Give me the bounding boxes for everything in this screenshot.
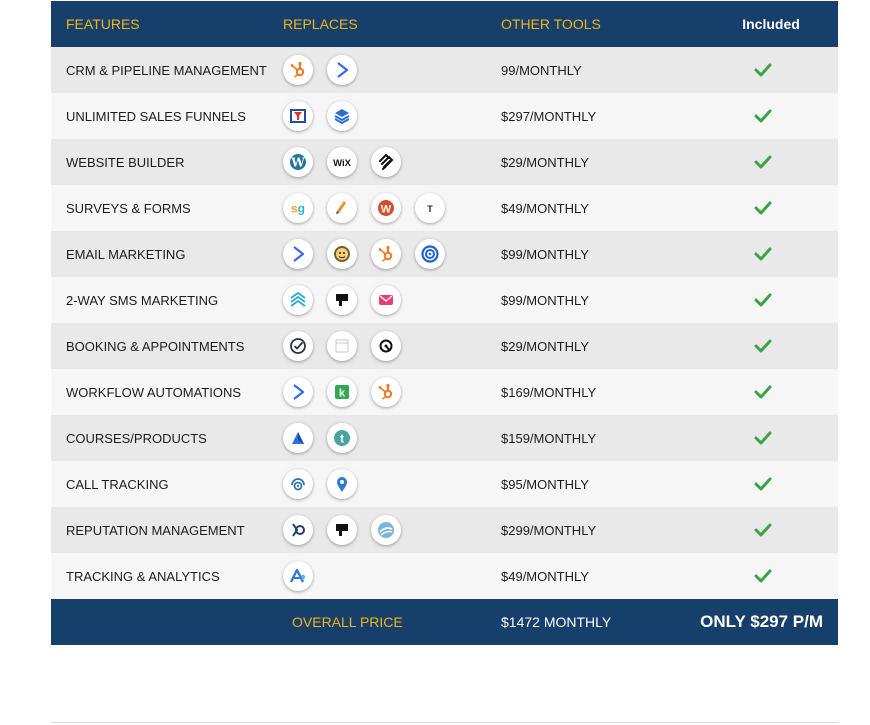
location-pin-icon <box>327 469 357 499</box>
keap-icon <box>327 377 357 407</box>
other-tools-price: $49/MONTHLY <box>501 568 589 584</box>
table-row <box>51 369 838 415</box>
feature-label: REPUTATION MANAGEMENT <box>66 522 245 538</box>
constant-contact-icon <box>415 239 445 269</box>
replaced-tools <box>283 323 493 369</box>
table-row <box>51 277 838 323</box>
table-row <box>51 461 838 507</box>
replaced-tools <box>283 93 493 139</box>
table-row <box>51 231 838 277</box>
check-icon <box>731 461 795 507</box>
feature-label: WEBSITE BUILDER <box>66 154 185 170</box>
other-tools-price: $99/MONTHLY <box>501 292 589 308</box>
acuity-icon <box>371 331 401 361</box>
check-icon <box>731 277 795 323</box>
check-icon <box>731 231 795 277</box>
other-tools-price: 99/MONTHLY <box>501 62 582 78</box>
textmagic-icon <box>371 285 401 315</box>
check-icon <box>731 507 795 553</box>
header-included: Included <box>742 16 800 32</box>
podium-icon <box>327 515 357 545</box>
table-footer <box>51 599 838 645</box>
offer-price: ONLY $297 P/M <box>700 612 823 631</box>
overall-price-label: OVERALL PRICE <box>292 614 403 630</box>
other-tools-price: $159/MONTHLY <box>501 430 597 446</box>
other-tools-price: $29/MONTHLY <box>501 154 589 170</box>
typeform-icon <box>415 193 445 223</box>
wordpress-icon <box>283 147 313 177</box>
svg-text:sg: sg <box>290 201 306 216</box>
other-tools-price: $169/MONTHLY <box>501 384 597 400</box>
wufoo-icon <box>371 193 401 223</box>
replaced-tools <box>283 47 493 93</box>
other-tools-price: $99/MONTHLY <box>501 246 589 262</box>
check-icon <box>731 47 795 93</box>
check-icon <box>731 139 795 185</box>
other-tools-price: $299/MONTHLY <box>501 522 597 538</box>
header-features: FEATURES <box>66 16 140 32</box>
feature-label: 2-WAY SMS MARKETING <box>66 292 219 308</box>
activecampaign-icon <box>283 239 313 269</box>
svg-text:k: k <box>338 387 346 400</box>
jotform-icon <box>327 193 357 223</box>
podium-icon <box>327 285 357 315</box>
replaced-tools <box>283 553 493 599</box>
table-row <box>51 93 838 139</box>
feature-label: SURVEYS & FORMS <box>66 200 191 216</box>
yext-icon <box>371 515 401 545</box>
pricing-comparison-table <box>51 1 838 645</box>
svg-text:t: t <box>340 431 344 446</box>
feature-label: WORKFLOW AUTOMATIONS <box>66 384 242 400</box>
replaced-tools <box>283 231 493 277</box>
table-row <box>51 323 838 369</box>
replaced-tools <box>283 369 493 415</box>
svg-text:W: W <box>291 155 305 170</box>
calendar-icon <box>327 331 357 361</box>
check-icon <box>731 369 795 415</box>
check-icon <box>731 415 795 461</box>
feature-label: CALL TRACKING <box>66 476 169 492</box>
table-row <box>51 415 838 461</box>
table-row <box>51 185 838 231</box>
teachable-icon <box>327 423 357 453</box>
hubspot-icon <box>371 377 401 407</box>
replaced-tools <box>283 461 493 507</box>
feature-label: UNLIMITED SALES FUNNELS <box>66 108 246 124</box>
header-replaces: REPLACES <box>283 16 358 32</box>
activecampaign-icon <box>283 377 313 407</box>
check-icon <box>731 185 795 231</box>
svg-text:W: W <box>380 203 392 216</box>
table-row <box>51 47 838 93</box>
hubspot-icon <box>283 55 313 85</box>
replaced-tools <box>283 507 493 553</box>
replaced-tools <box>283 277 493 323</box>
callrail-icon <box>283 469 313 499</box>
feature-label: COURSES/PRODUCTS <box>66 430 207 446</box>
table-row <box>51 139 838 185</box>
calendly-icon <box>283 331 313 361</box>
bottom-divider <box>51 722 838 723</box>
replaced-tools <box>283 185 493 231</box>
feature-label: EMAIL MARKETING <box>66 246 186 262</box>
sms-stack-icon <box>283 285 313 315</box>
surveygizmo-icon <box>283 193 313 223</box>
activecampaign-icon <box>327 55 357 85</box>
birdeye-icon <box>283 515 313 545</box>
table-header <box>51 1 838 47</box>
squarespace-icon <box>371 147 401 177</box>
hubspot-icon <box>371 239 401 269</box>
other-tools-price: $29/MONTHLY <box>501 338 589 354</box>
overall-price-total: $1472 MONTHLY <box>501 614 612 630</box>
clickfunnels-icon <box>283 101 313 131</box>
mailchimp-icon <box>327 239 357 269</box>
replaced-tools <box>283 415 493 461</box>
feature-label: TRACKING & ANALYTICS <box>66 568 220 584</box>
svg-text:T: T <box>427 204 433 214</box>
kajabi-icon <box>283 423 313 453</box>
check-icon <box>731 553 795 599</box>
header-other-tools: OTHER TOOLS <box>501 16 601 32</box>
analytics-icon <box>283 561 313 591</box>
table-row <box>51 553 838 599</box>
other-tools-price: $95/MONTHLY <box>501 476 589 492</box>
replaced-tools <box>283 139 493 185</box>
other-tools-price: $297/MONTHLY <box>501 108 597 124</box>
leadpages-icon <box>327 101 357 131</box>
check-icon <box>731 323 795 369</box>
table-row <box>51 507 838 553</box>
other-tools-price: $49/MONTHLY <box>501 200 589 216</box>
feature-label: CRM & PIPELINE MANAGEMENT <box>66 62 267 78</box>
svg-text:WiX: WiX <box>333 158 351 169</box>
check-icon <box>731 93 795 139</box>
feature-label: BOOKING & APPOINTMENTS <box>66 338 245 354</box>
wix-icon <box>327 147 357 177</box>
